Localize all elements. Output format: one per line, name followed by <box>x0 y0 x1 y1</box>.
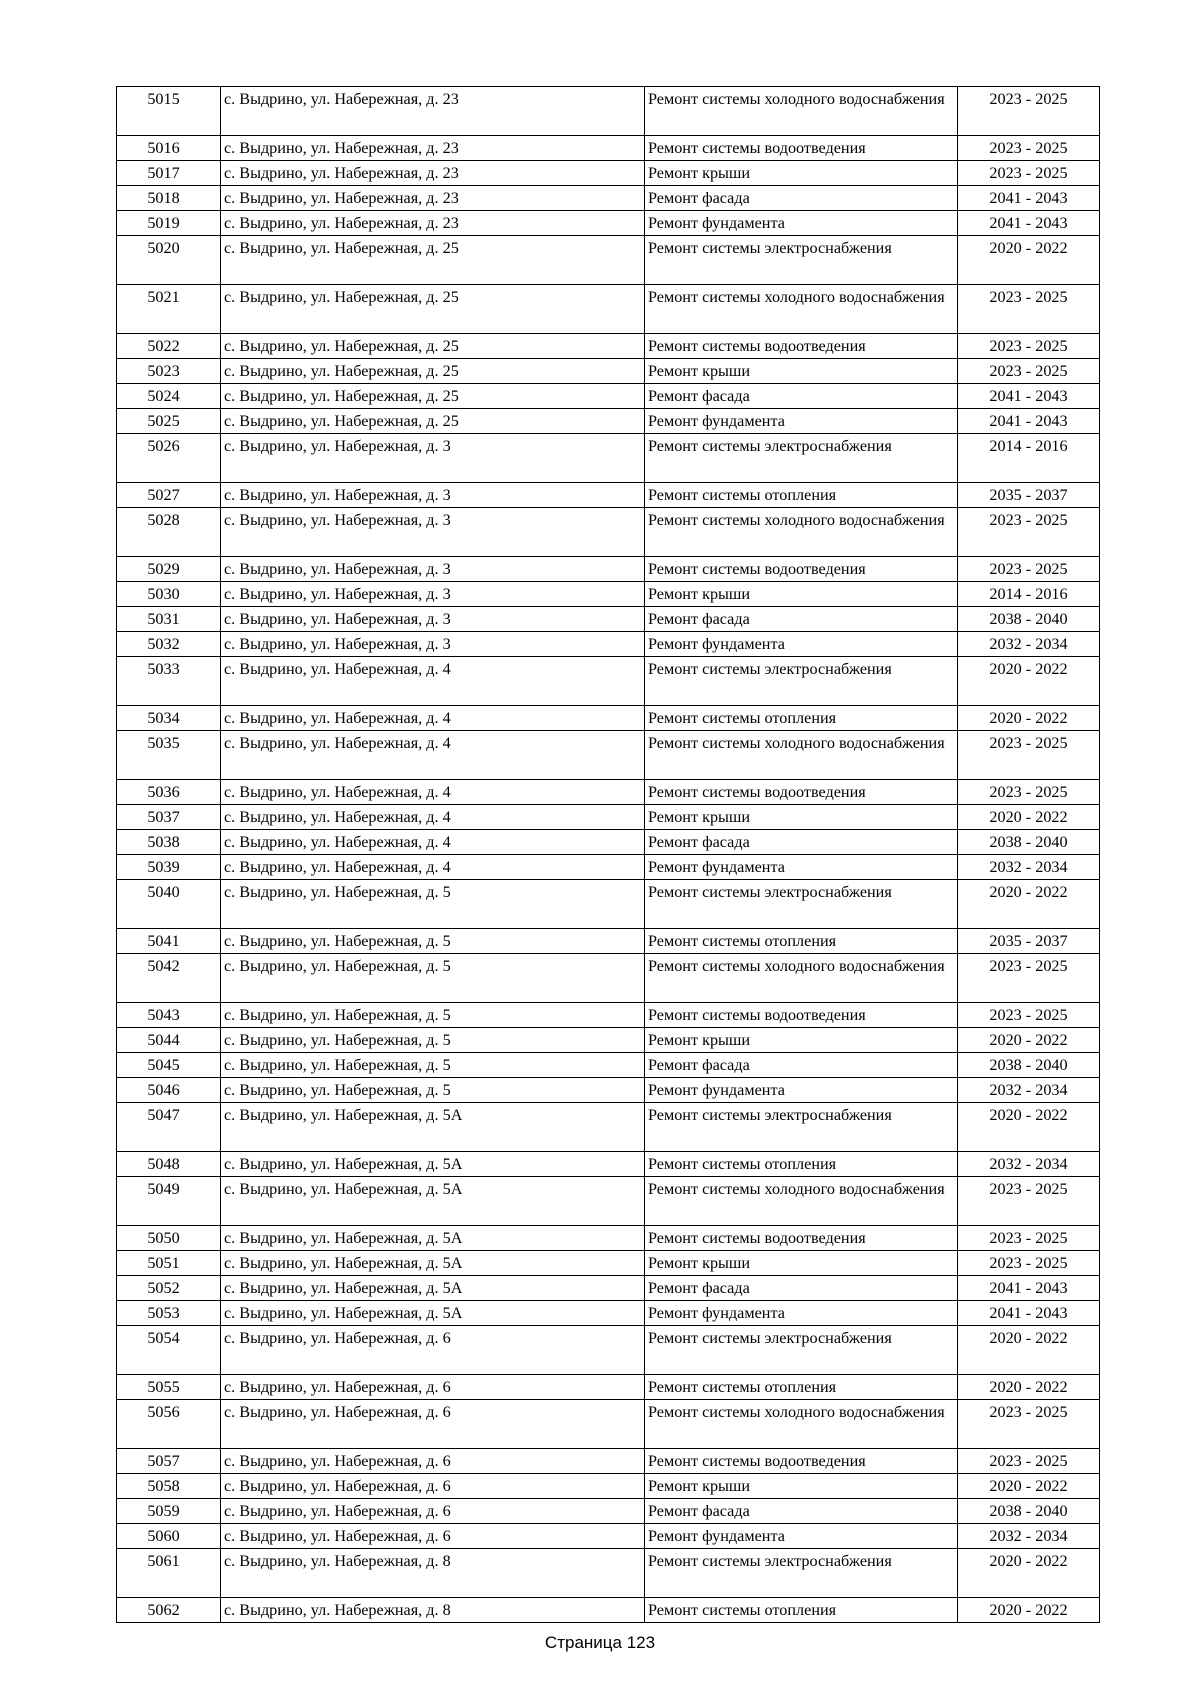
row-period: 2020 - 2022 <box>958 1474 1100 1499</box>
table-row <box>117 607 1100 632</box>
row-work-type: Ремонт системы холодного водоснабжения <box>645 285 958 334</box>
row-number: 5038 <box>117 830 221 855</box>
table-row <box>117 384 1100 409</box>
row-address: с. Выдрино, ул. Набережная, д. 6 <box>221 1400 645 1449</box>
table-row <box>117 161 1100 186</box>
row-period: 2032 - 2034 <box>958 1078 1100 1103</box>
row-work-type: Ремонт фасада <box>645 384 958 409</box>
page-footer <box>0 1633 1200 1653</box>
table-row <box>117 434 1100 483</box>
row-address: с. Выдрино, ул. Набережная, д. 4 <box>221 830 645 855</box>
row-period: 2023 - 2025 <box>958 359 1100 384</box>
row-address: с. Выдрино, ул. Набережная, д. 6 <box>221 1474 645 1499</box>
table-row <box>117 582 1100 607</box>
row-work-type: Ремонт фасада <box>645 186 958 211</box>
row-number: 5051 <box>117 1251 221 1276</box>
table-row <box>117 929 1100 954</box>
row-number: 5045 <box>117 1053 221 1078</box>
row-address: с. Выдрино, ул. Набережная, д. 4 <box>221 780 645 805</box>
row-number: 5023 <box>117 359 221 384</box>
row-period: 2023 - 2025 <box>958 1177 1100 1226</box>
row-work-type: Ремонт системы электроснабжения <box>645 1326 958 1375</box>
table-row <box>117 880 1100 929</box>
row-work-type: Ремонт крыши <box>645 1028 958 1053</box>
row-period: 2032 - 2034 <box>958 1524 1100 1549</box>
row-address: с. Выдрино, ул. Набережная, д. 8 <box>221 1549 645 1598</box>
table-row <box>117 236 1100 285</box>
row-number: 5039 <box>117 855 221 880</box>
table-row <box>117 285 1100 334</box>
row-period: 2014 - 2016 <box>958 582 1100 607</box>
row-work-type: Ремонт системы электроснабжения <box>645 434 958 483</box>
row-number: 5026 <box>117 434 221 483</box>
row-work-type: Ремонт системы электроснабжения <box>645 880 958 929</box>
row-work-type: Ремонт системы электроснабжения <box>645 1103 958 1152</box>
row-period: 2038 - 2040 <box>958 607 1100 632</box>
row-address: с. Выдрино, ул. Набережная, д. 23 <box>221 211 645 236</box>
table-row <box>117 1549 1100 1598</box>
row-work-type: Ремонт фундамента <box>645 1301 958 1326</box>
row-work-type: Ремонт системы электроснабжения <box>645 236 958 285</box>
row-number: 5044 <box>117 1028 221 1053</box>
row-period: 2023 - 2025 <box>958 136 1100 161</box>
row-number: 5042 <box>117 954 221 1003</box>
table-row <box>117 1524 1100 1549</box>
row-number: 5037 <box>117 805 221 830</box>
row-address: с. Выдрино, ул. Набережная, д. 6 <box>221 1449 645 1474</box>
row-work-type: Ремонт крыши <box>645 359 958 384</box>
table-row <box>117 334 1100 359</box>
table-row <box>117 1499 1100 1524</box>
row-address: с. Выдрино, ул. Набережная, д. 3 <box>221 434 645 483</box>
row-address: с. Выдрино, ул. Набережная, д. 25 <box>221 359 645 384</box>
row-period: 2041 - 2043 <box>958 186 1100 211</box>
row-period: 2038 - 2040 <box>958 1053 1100 1078</box>
row-period: 2020 - 2022 <box>958 1028 1100 1053</box>
row-work-type: Ремонт фундамента <box>645 1078 958 1103</box>
row-period: 2041 - 2043 <box>958 1301 1100 1326</box>
row-period: 2041 - 2043 <box>958 409 1100 434</box>
row-address: с. Выдрино, ул. Набережная, д. 5А <box>221 1276 645 1301</box>
table-row <box>117 211 1100 236</box>
row-number: 5017 <box>117 161 221 186</box>
row-address: с. Выдрино, ул. Набережная, д. 3 <box>221 483 645 508</box>
row-number: 5036 <box>117 780 221 805</box>
table-row <box>117 1177 1100 1226</box>
table-row <box>117 1028 1100 1053</box>
row-address: с. Выдрино, ул. Набережная, д. 5А <box>221 1226 645 1251</box>
row-number: 5049 <box>117 1177 221 1226</box>
table-row <box>117 1474 1100 1499</box>
table-row <box>117 557 1100 582</box>
row-address: с. Выдрино, ул. Набережная, д. 23 <box>221 161 645 186</box>
table-row <box>117 1598 1100 1623</box>
table-row <box>117 706 1100 731</box>
row-number: 5016 <box>117 136 221 161</box>
row-work-type: Ремонт системы холодного водоснабжения <box>645 731 958 780</box>
row-number: 5058 <box>117 1474 221 1499</box>
page-number: Страница 123 <box>544 1633 656 1652</box>
row-number: 5030 <box>117 582 221 607</box>
row-work-type: Ремонт системы водоотведения <box>645 136 958 161</box>
row-address: с. Выдрино, ул. Набережная, д. 25 <box>221 236 645 285</box>
row-work-type: Ремонт фундамента <box>645 409 958 434</box>
table-row <box>117 1078 1100 1103</box>
table-row <box>117 1375 1100 1400</box>
row-number: 5062 <box>117 1598 221 1623</box>
row-period: 2020 - 2022 <box>958 1375 1100 1400</box>
row-address: с. Выдрино, ул. Набережная, д. 5А <box>221 1251 645 1276</box>
row-work-type: Ремонт фасада <box>645 1053 958 1078</box>
row-number: 5046 <box>117 1078 221 1103</box>
row-work-type: Ремонт фундамента <box>645 632 958 657</box>
row-work-type: Ремонт фасада <box>645 607 958 632</box>
row-work-type: Ремонт системы отопления <box>645 483 958 508</box>
row-period: 2020 - 2022 <box>958 1598 1100 1623</box>
table-row <box>117 1003 1100 1028</box>
row-period: 2023 - 2025 <box>958 1251 1100 1276</box>
row-number: 5059 <box>117 1499 221 1524</box>
row-address: с. Выдрино, ул. Набережная, д. 23 <box>221 136 645 161</box>
row-number: 5061 <box>117 1549 221 1598</box>
table-row <box>117 1276 1100 1301</box>
row-address: с. Выдрино, ул. Набережная, д. 25 <box>221 409 645 434</box>
row-period: 2041 - 2043 <box>958 1276 1100 1301</box>
row-work-type: Ремонт фундамента <box>645 855 958 880</box>
row-work-type: Ремонт крыши <box>645 1474 958 1499</box>
row-period: 2023 - 2025 <box>958 285 1100 334</box>
row-number: 5055 <box>117 1375 221 1400</box>
row-period: 2035 - 2037 <box>958 929 1100 954</box>
row-work-type: Ремонт крыши <box>645 1251 958 1276</box>
row-number: 5050 <box>117 1226 221 1251</box>
row-address: с. Выдрино, ул. Набережная, д. 5 <box>221 929 645 954</box>
row-work-type: Ремонт системы холодного водоснабжения <box>645 1400 958 1449</box>
table-row <box>117 1103 1100 1152</box>
table-row <box>117 954 1100 1003</box>
table-row <box>117 657 1100 706</box>
row-number: 5032 <box>117 632 221 657</box>
row-number: 5027 <box>117 483 221 508</box>
row-address: с. Выдрино, ул. Набережная, д. 25 <box>221 334 645 359</box>
row-address: с. Выдрино, ул. Набережная, д. 4 <box>221 855 645 880</box>
row-address: с. Выдрино, ул. Набережная, д. 5А <box>221 1152 645 1177</box>
row-work-type: Ремонт системы отопления <box>645 706 958 731</box>
row-period: 2023 - 2025 <box>958 1449 1100 1474</box>
row-address: с. Выдрино, ул. Набережная, д. 8 <box>221 1598 645 1623</box>
table-body <box>117 87 1100 1623</box>
row-period: 2041 - 2043 <box>958 384 1100 409</box>
table-row <box>117 359 1100 384</box>
row-period: 2032 - 2034 <box>958 632 1100 657</box>
row-address: с. Выдрино, ул. Набережная, д. 5 <box>221 954 645 1003</box>
row-period: 2020 - 2022 <box>958 236 1100 285</box>
row-number: 5060 <box>117 1524 221 1549</box>
row-period: 2023 - 2025 <box>958 954 1100 1003</box>
table-row <box>117 731 1100 780</box>
table-row <box>117 1251 1100 1276</box>
row-work-type: Ремонт системы водоотведения <box>645 1003 958 1028</box>
row-work-type: Ремонт системы холодного водоснабжения <box>645 508 958 557</box>
row-work-type: Ремонт системы водоотведения <box>645 557 958 582</box>
table-row <box>117 1326 1100 1375</box>
row-work-type: Ремонт системы холодного водоснабжения <box>645 87 958 136</box>
row-work-type: Ремонт системы водоотведения <box>645 1226 958 1251</box>
row-period: 2038 - 2040 <box>958 1499 1100 1524</box>
table-row <box>117 805 1100 830</box>
row-number: 5019 <box>117 211 221 236</box>
row-period: 2023 - 2025 <box>958 1003 1100 1028</box>
row-period: 2023 - 2025 <box>958 731 1100 780</box>
row-number: 5015 <box>117 87 221 136</box>
table-row <box>117 855 1100 880</box>
row-period: 2020 - 2022 <box>958 657 1100 706</box>
row-period: 2020 - 2022 <box>958 805 1100 830</box>
row-address: с. Выдрино, ул. Набережная, д. 25 <box>221 285 645 334</box>
row-number: 5034 <box>117 706 221 731</box>
table-row <box>117 483 1100 508</box>
row-address: с. Выдрино, ул. Набережная, д. 5А <box>221 1177 645 1226</box>
row-work-type: Ремонт крыши <box>645 805 958 830</box>
row-work-type: Ремонт системы водоотведения <box>645 780 958 805</box>
row-period: 2020 - 2022 <box>958 1103 1100 1152</box>
row-address: с. Выдрино, ул. Набережная, д. 4 <box>221 657 645 706</box>
table-row <box>117 780 1100 805</box>
row-period: 2023 - 2025 <box>958 334 1100 359</box>
row-period: 2023 - 2025 <box>958 780 1100 805</box>
row-address: с. Выдрино, ул. Набережная, д. 5 <box>221 1003 645 1028</box>
row-work-type: Ремонт фасада <box>645 1499 958 1524</box>
row-address: с. Выдрино, ул. Набережная, д. 3 <box>221 582 645 607</box>
table-row <box>117 87 1100 136</box>
row-number: 5022 <box>117 334 221 359</box>
row-address: с. Выдрино, ул. Набережная, д. 5 <box>221 1053 645 1078</box>
row-number: 5047 <box>117 1103 221 1152</box>
row-period: 2020 - 2022 <box>958 1549 1100 1598</box>
row-address: с. Выдрино, ул. Набережная, д. 3 <box>221 557 645 582</box>
row-address: с. Выдрино, ул. Набережная, д. 4 <box>221 706 645 731</box>
row-work-type: Ремонт крыши <box>645 161 958 186</box>
row-number: 5025 <box>117 409 221 434</box>
row-number: 5018 <box>117 186 221 211</box>
table-row <box>117 632 1100 657</box>
row-period: 2041 - 2043 <box>958 211 1100 236</box>
table-row <box>117 830 1100 855</box>
row-address: с. Выдрино, ул. Набережная, д. 5 <box>221 1078 645 1103</box>
row-number: 5054 <box>117 1326 221 1375</box>
row-number: 5043 <box>117 1003 221 1028</box>
row-work-type: Ремонт системы отопления <box>645 1152 958 1177</box>
row-address: с. Выдрино, ул. Набережная, д. 4 <box>221 805 645 830</box>
row-address: с. Выдрино, ул. Набережная, д. 5 <box>221 880 645 929</box>
table-row <box>117 1152 1100 1177</box>
row-period: 2023 - 2025 <box>958 557 1100 582</box>
row-address: с. Выдрино, ул. Набережная, д. 3 <box>221 508 645 557</box>
row-address: с. Выдрино, ул. Набережная, д. 5А <box>221 1103 645 1152</box>
row-period: 2035 - 2037 <box>958 483 1100 508</box>
row-address: с. Выдрино, ул. Набережная, д. 6 <box>221 1524 645 1549</box>
table-row <box>117 136 1100 161</box>
row-work-type: Ремонт фасада <box>645 1276 958 1301</box>
row-number: 5035 <box>117 731 221 780</box>
row-period: 2014 - 2016 <box>958 434 1100 483</box>
row-period: 2023 - 2025 <box>958 508 1100 557</box>
row-address: с. Выдрино, ул. Набережная, д. 25 <box>221 384 645 409</box>
row-work-type: Ремонт системы холодного водоснабжения <box>645 954 958 1003</box>
row-period: 2020 - 2022 <box>958 880 1100 929</box>
table-row <box>117 1449 1100 1474</box>
row-number: 5040 <box>117 880 221 929</box>
row-address: с. Выдрино, ул. Набережная, д. 3 <box>221 607 645 632</box>
row-work-type: Ремонт фундамента <box>645 1524 958 1549</box>
row-number: 5056 <box>117 1400 221 1449</box>
row-period: 2023 - 2025 <box>958 87 1100 136</box>
table-row <box>117 1301 1100 1326</box>
row-number: 5028 <box>117 508 221 557</box>
row-number: 5024 <box>117 384 221 409</box>
row-period: 2032 - 2034 <box>958 855 1100 880</box>
row-address: с. Выдрино, ул. Набережная, д. 5А <box>221 1301 645 1326</box>
row-number: 5041 <box>117 929 221 954</box>
row-period: 2023 - 2025 <box>958 161 1100 186</box>
row-address: с. Выдрино, ул. Набережная, д. 23 <box>221 87 645 136</box>
table-row <box>117 1400 1100 1449</box>
row-period: 2023 - 2025 <box>958 1226 1100 1251</box>
row-number: 5020 <box>117 236 221 285</box>
table-row <box>117 1226 1100 1251</box>
row-work-type: Ремонт системы электроснабжения <box>645 1549 958 1598</box>
table-row <box>117 186 1100 211</box>
row-number: 5052 <box>117 1276 221 1301</box>
row-work-type: Ремонт фасада <box>645 830 958 855</box>
row-work-type: Ремонт фундамента <box>645 211 958 236</box>
row-work-type: Ремонт системы отопления <box>645 1598 958 1623</box>
row-address: с. Выдрино, ул. Набережная, д. 3 <box>221 632 645 657</box>
row-work-type: Ремонт системы водоотведения <box>645 334 958 359</box>
row-number: 5048 <box>117 1152 221 1177</box>
row-number: 5029 <box>117 557 221 582</box>
row-work-type: Ремонт системы электроснабжения <box>645 657 958 706</box>
row-work-type: Ремонт системы отопления <box>645 1375 958 1400</box>
row-address: с. Выдрино, ул. Набережная, д. 6 <box>221 1499 645 1524</box>
row-address: с. Выдрино, ул. Набережная, д. 6 <box>221 1326 645 1375</box>
row-period: 2023 - 2025 <box>958 1400 1100 1449</box>
row-number: 5021 <box>117 285 221 334</box>
row-work-type: Ремонт системы отопления <box>645 929 958 954</box>
row-work-type: Ремонт системы водоотведения <box>645 1449 958 1474</box>
row-address: с. Выдрино, ул. Набережная, д. 5 <box>221 1028 645 1053</box>
row-work-type: Ремонт крыши <box>645 582 958 607</box>
row-address: с. Выдрино, ул. Набережная, д. 6 <box>221 1375 645 1400</box>
row-number: 5053 <box>117 1301 221 1326</box>
table-row <box>117 508 1100 557</box>
row-work-type: Ремонт системы холодного водоснабжения <box>645 1177 958 1226</box>
row-period: 2020 - 2022 <box>958 1326 1100 1375</box>
row-period: 2032 - 2034 <box>958 1152 1100 1177</box>
row-number: 5033 <box>117 657 221 706</box>
table-row <box>117 409 1100 434</box>
row-number: 5031 <box>117 607 221 632</box>
repair-schedule-table <box>116 86 1100 1623</box>
row-period: 2020 - 2022 <box>958 706 1100 731</box>
row-period: 2038 - 2040 <box>958 830 1100 855</box>
row-address: с. Выдрино, ул. Набережная, д. 4 <box>221 731 645 780</box>
table-row <box>117 1053 1100 1078</box>
row-address: с. Выдрино, ул. Набережная, д. 23 <box>221 186 645 211</box>
row-number: 5057 <box>117 1449 221 1474</box>
